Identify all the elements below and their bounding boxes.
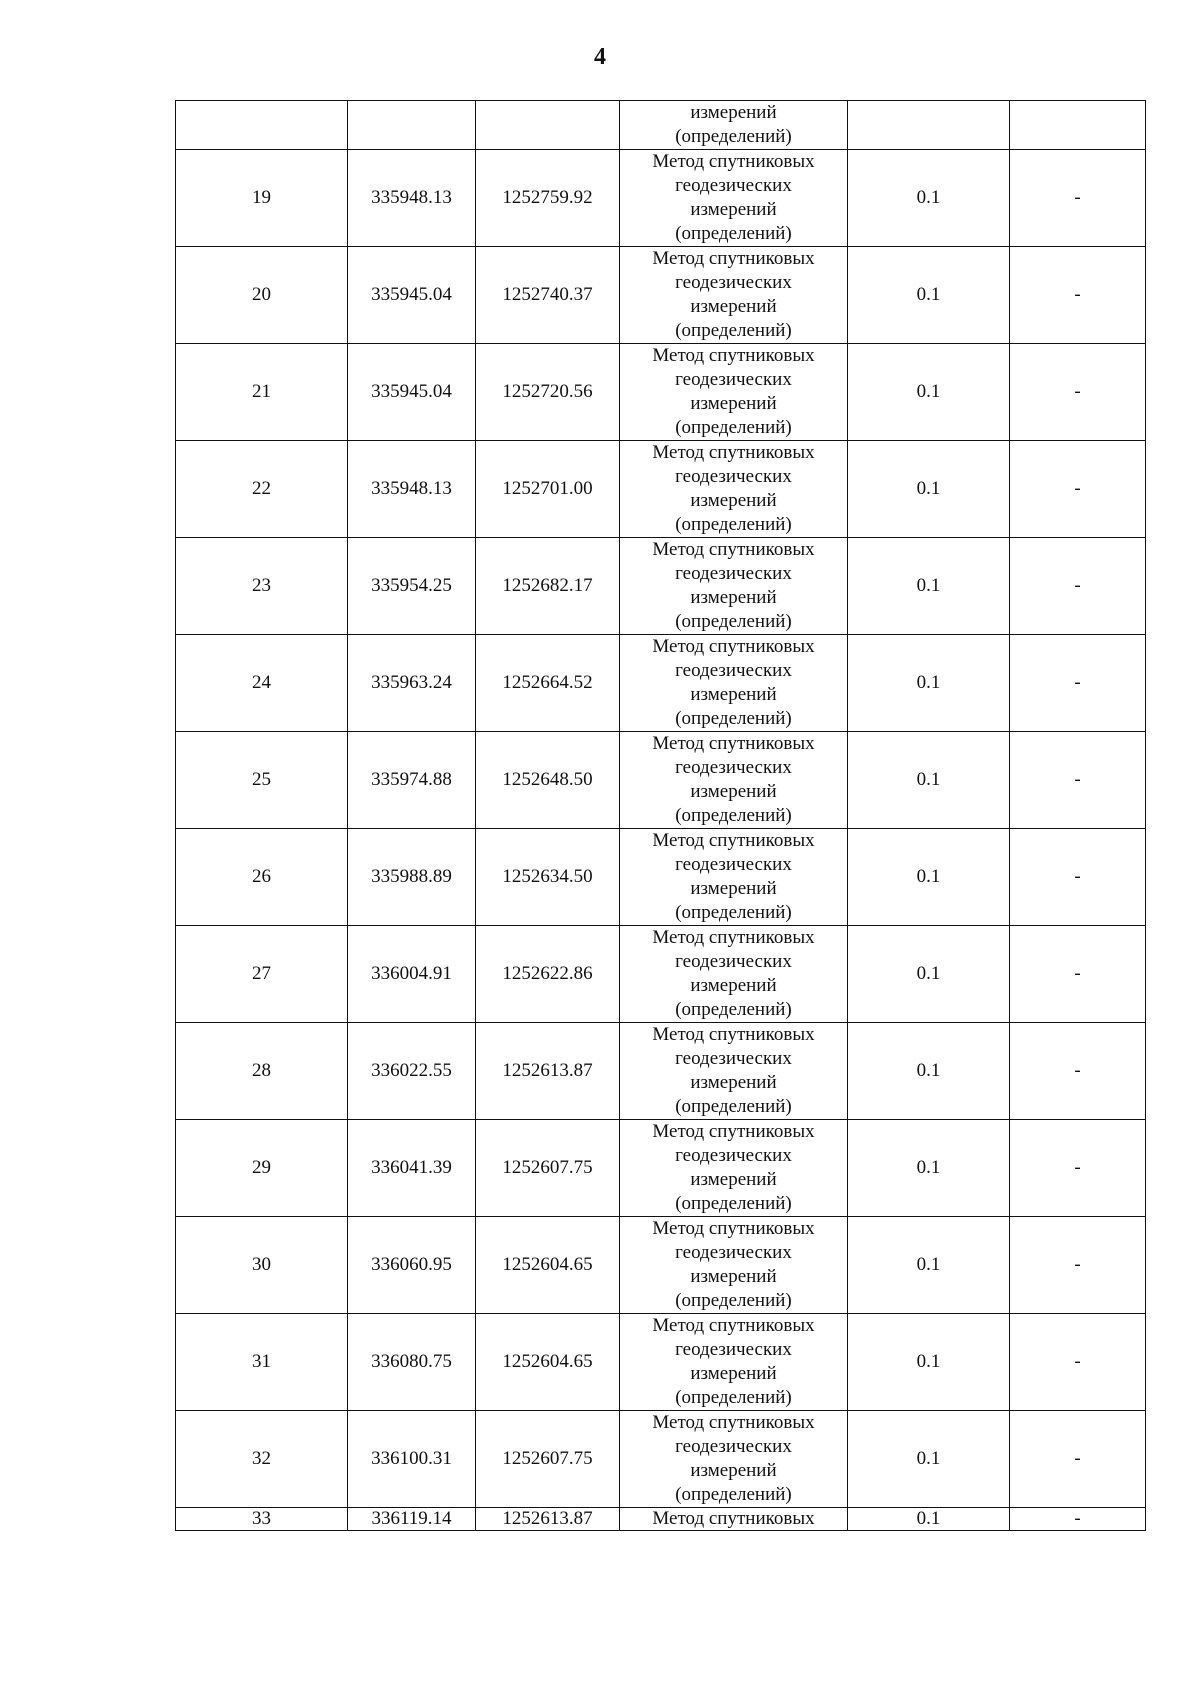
point-number-cell: 23 (176, 538, 348, 635)
method-cell: Метод спутниковых геодезических измерений (определений) (620, 829, 848, 926)
method-cell: измерений (определений) (620, 101, 848, 150)
method-cell: Метод спутниковых геодезических измерений (определений) (620, 1314, 848, 1411)
point-number-cell: 26 (176, 829, 348, 926)
y-coordinate-cell: 1252613.87 (476, 1023, 620, 1120)
method-cell: Метод спутниковых геодезических измерений (определений) (620, 926, 848, 1023)
accuracy-cell: 0.1 (848, 1508, 1010, 1531)
accuracy-cell: 0.1 (848, 1411, 1010, 1508)
y-coordinate-cell: 1252613.87 (476, 1508, 620, 1531)
accuracy-cell: 0.1 (848, 247, 1010, 344)
accuracy-cell: 0.1 (848, 635, 1010, 732)
x-coordinate-cell: 336100.31 (348, 1411, 476, 1508)
method-cell: Метод спутниковых геодезических измерений (определений) (620, 1023, 848, 1120)
method-cell: Метод спутниковых (620, 1508, 848, 1531)
y-coordinate-cell: 1252759.92 (476, 150, 620, 247)
note-cell: - (1010, 1508, 1146, 1531)
method-cell: Метод спутниковых геодезических измерений (определений) (620, 635, 848, 732)
table-row (176, 1411, 1146, 1508)
x-coordinate-cell: 336060.95 (348, 1217, 476, 1314)
accuracy-cell: 0.1 (848, 926, 1010, 1023)
point-number-cell: 24 (176, 635, 348, 732)
note-cell: - (1010, 926, 1146, 1023)
x-coordinate-cell: 335988.89 (348, 829, 476, 926)
note-cell (1010, 101, 1146, 150)
y-coordinate-cell: 1252634.50 (476, 829, 620, 926)
y-coordinate-cell: 1252604.65 (476, 1217, 620, 1314)
x-coordinate-cell: 335948.13 (348, 441, 476, 538)
point-number-cell: 29 (176, 1120, 348, 1217)
y-coordinate-cell (476, 101, 620, 150)
accuracy-cell: 0.1 (848, 538, 1010, 635)
note-cell: - (1010, 1217, 1146, 1314)
y-coordinate-cell: 1252664.52 (476, 635, 620, 732)
method-cell: Метод спутниковых геодезических измерений (определений) (620, 150, 848, 247)
x-coordinate-cell (348, 101, 476, 150)
y-coordinate-cell: 1252622.86 (476, 926, 620, 1023)
table-row (176, 926, 1146, 1023)
accuracy-cell: 0.1 (848, 1023, 1010, 1120)
accuracy-cell: 0.1 (848, 344, 1010, 441)
point-number-cell: 32 (176, 1411, 348, 1508)
method-cell: Метод спутниковых геодезических измерений (определений) (620, 344, 848, 441)
table-row (176, 1314, 1146, 1411)
note-cell: - (1010, 538, 1146, 635)
table-row (176, 829, 1146, 926)
y-coordinate-cell: 1252701.00 (476, 441, 620, 538)
y-coordinate-cell: 1252740.37 (476, 247, 620, 344)
y-coordinate-cell: 1252607.75 (476, 1120, 620, 1217)
table-row (176, 1023, 1146, 1120)
method-cell: Метод спутниковых геодезических измерений (определений) (620, 732, 848, 829)
y-coordinate-cell: 1252682.17 (476, 538, 620, 635)
point-number-cell: 27 (176, 926, 348, 1023)
y-coordinate-cell: 1252604.65 (476, 1314, 620, 1411)
y-coordinate-cell: 1252648.50 (476, 732, 620, 829)
note-cell: - (1010, 1023, 1146, 1120)
accuracy-cell (848, 101, 1010, 150)
accuracy-cell: 0.1 (848, 732, 1010, 829)
table-row (176, 1217, 1146, 1314)
table-row (176, 441, 1146, 538)
y-coordinate-cell: 1252607.75 (476, 1411, 620, 1508)
coordinates-table (175, 100, 1146, 1531)
accuracy-cell: 0.1 (848, 1217, 1010, 1314)
method-cell: Метод спутниковых геодезических измерений (определений) (620, 1411, 848, 1508)
table-row (176, 344, 1146, 441)
note-cell: - (1010, 1411, 1146, 1508)
point-number-cell: 19 (176, 150, 348, 247)
table-row (176, 635, 1146, 732)
note-cell: - (1010, 150, 1146, 247)
note-cell: - (1010, 635, 1146, 732)
note-cell: - (1010, 247, 1146, 344)
table-row (176, 538, 1146, 635)
accuracy-cell: 0.1 (848, 1314, 1010, 1411)
point-number-cell: 30 (176, 1217, 348, 1314)
continuation-row (176, 101, 1146, 150)
page-number: 4 (594, 44, 606, 70)
point-number-cell: 21 (176, 344, 348, 441)
accuracy-cell: 0.1 (848, 150, 1010, 247)
method-cell: Метод спутниковых геодезических измерений (определений) (620, 1217, 848, 1314)
note-cell: - (1010, 1120, 1146, 1217)
table-row (176, 732, 1146, 829)
table-row (176, 247, 1146, 344)
x-coordinate-cell: 335963.24 (348, 635, 476, 732)
x-coordinate-cell: 335974.88 (348, 732, 476, 829)
accuracy-cell: 0.1 (848, 829, 1010, 926)
note-cell: - (1010, 829, 1146, 926)
note-cell: - (1010, 1314, 1146, 1411)
accuracy-cell: 0.1 (848, 441, 1010, 538)
x-coordinate-cell: 336080.75 (348, 1314, 476, 1411)
x-coordinate-cell: 336119.14 (348, 1508, 476, 1531)
table-row (176, 1120, 1146, 1217)
y-coordinate-cell: 1252720.56 (476, 344, 620, 441)
method-cell: Метод спутниковых геодезических измерений (определений) (620, 1120, 848, 1217)
x-coordinate-cell: 335945.04 (348, 247, 476, 344)
method-cell: Метод спутниковых геодезических измерений (определений) (620, 441, 848, 538)
note-cell: - (1010, 441, 1146, 538)
point-number-cell (176, 101, 348, 150)
coordinates-table-body (176, 101, 1146, 1531)
x-coordinate-cell: 335948.13 (348, 150, 476, 247)
point-number-cell: 28 (176, 1023, 348, 1120)
x-coordinate-cell: 335945.04 (348, 344, 476, 441)
point-number-cell: 25 (176, 732, 348, 829)
accuracy-cell: 0.1 (848, 1120, 1010, 1217)
point-number-cell: 31 (176, 1314, 348, 1411)
x-coordinate-cell: 335954.25 (348, 538, 476, 635)
x-coordinate-cell: 336041.39 (348, 1120, 476, 1217)
table-row (176, 1508, 1146, 1531)
table-row (176, 150, 1146, 247)
method-cell: Метод спутниковых геодезических измерений (определений) (620, 247, 848, 344)
point-number-cell: 22 (176, 441, 348, 538)
method-cell: Метод спутниковых геодезических измерений (определений) (620, 538, 848, 635)
point-number-cell: 20 (176, 247, 348, 344)
note-cell: - (1010, 344, 1146, 441)
x-coordinate-cell: 336004.91 (348, 926, 476, 1023)
note-cell: - (1010, 732, 1146, 829)
x-coordinate-cell: 336022.55 (348, 1023, 476, 1120)
point-number-cell: 33 (176, 1508, 348, 1531)
